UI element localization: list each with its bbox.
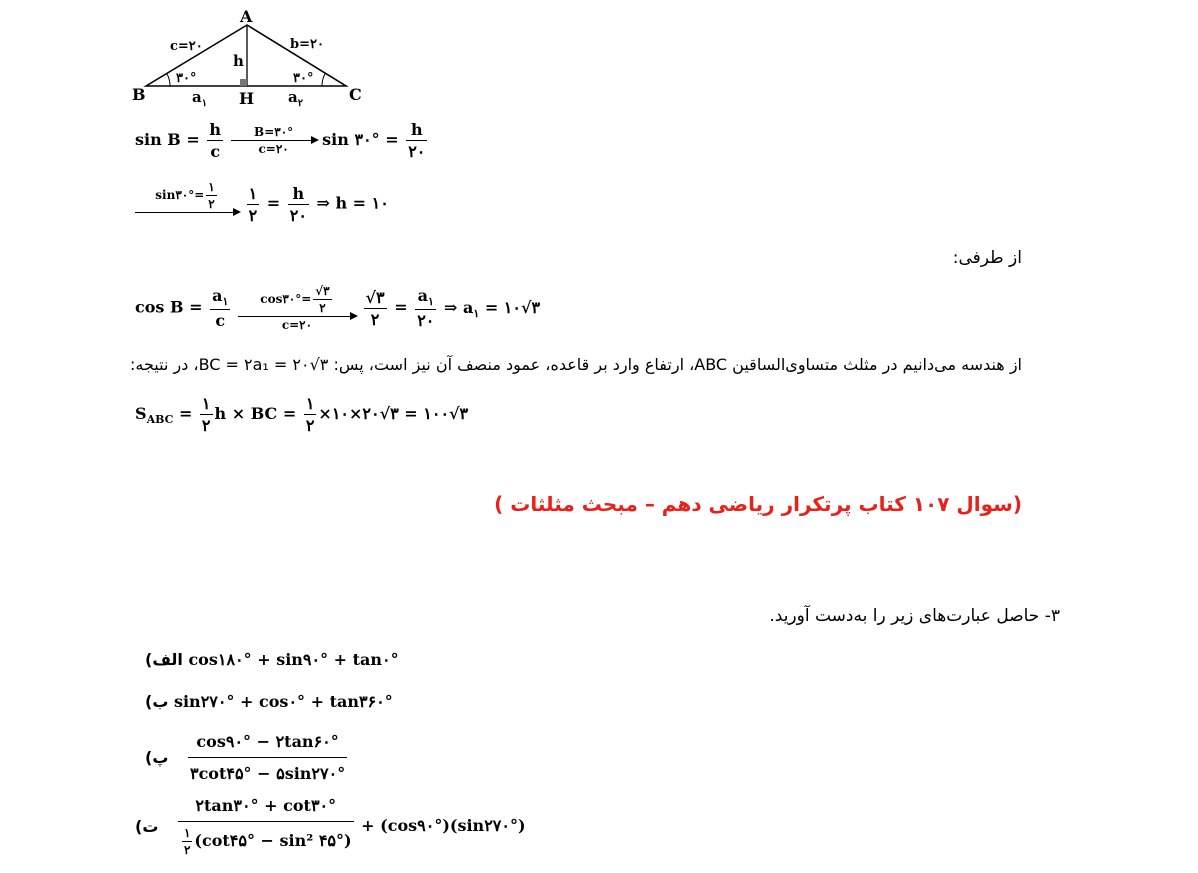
eq1-arrow-top: B=۳۰° [254,125,294,139]
part-te-fraction: ۲tan۳۰° + cot۳۰° $\frac{۱}{۲}$ (cot۴۵° − sin² ۴۵°) [178,796,354,857]
eq3-equals: = [394,297,408,317]
vertex-h-label: H [239,89,255,108]
area-lhs: $S_{ABC}$ [135,404,174,426]
eq1-arrow [231,125,317,156]
part-te-tail: + (cos۹۰°)(sin۲۷۰°) [361,816,526,835]
eq3-lhs: cos B = [135,297,203,317]
eq3-arrow-bottom: c=۲۰ [281,318,313,332]
eq1-rhs: sin ۳۰° = [322,130,399,149]
eq3-sqrt3-over-2: $\frac{√۳}{۲}$ [365,287,385,329]
vertex-c-label: C [349,85,362,104]
segment-a1-label: $a_۱$ [192,88,208,109]
eq1-rnum: h [410,120,423,139]
area-mid: h × BC = [214,404,297,423]
part-be-label: (ب [145,692,169,711]
angle-b-label: ۳۰° [176,71,197,86]
side-b-label: b=۲۰ [290,37,324,52]
eq1-arrow-bottom: c=۲۰ [258,142,289,156]
area-half-1: $\frac{۱}{۲}$ [201,394,211,435]
part-pe-fraction: $\frac{\cos ۹۰^\circ - ۲\tan ۶۰^\circ}{۳\cot ۴۵^\circ - ۵\sin ۲۷۰^\circ}$ [189,732,346,783]
segment-a2-label: $a_۲$ [288,88,304,109]
part-alef-expression: cos۱۸۰° + sin۹۰° + tan۰° [188,650,399,669]
part-pe-label: (پ [145,748,169,767]
equation-sin-b [135,120,429,161]
area-equals: = [178,404,193,423]
eq2-half: $\frac{۱}{۲}$ [248,183,258,225]
part-be [145,692,393,711]
equation-cos-b [135,284,540,332]
area-half-2: $\frac{۱}{۲}$ [305,394,315,435]
eq1-rhs-fraction [406,120,427,161]
part-alef [145,650,399,669]
equation-area [135,394,468,435]
angle-c-label: ۳۰° [293,71,314,86]
eq2-arrow [135,180,239,228]
eq1-num: h [209,120,222,139]
eq2-h-over-20: $\frac{h}{۲۰}$ [289,183,307,225]
part-be-expression: sin۲۷۰° + cos۰° + tan۳۶۰° [173,692,393,711]
eq1-rden: ۲۰ [408,142,426,161]
eq2-arrow-top: sin۳۰°= $\frac{۱}{۲}$ [155,180,215,211]
eq2-result: ⇒ h = ۱۰ [316,193,389,213]
isosceles-paragraph: از هندسه می‌دانیم در مثلث متساوی‌الساقین ABC، ارتفاع وارد بر قاعده، عمود منصف آن نیز است، پس: BC = ۲a₁ = ۲۰√۳، در نتیجه: [129,355,1022,374]
text-az-tarafi: از طرفی: [952,248,1022,268]
vertex-a-label: A [240,7,253,26]
side-c-label: c=۲۰ [170,39,203,54]
section-heading: (سوال ۱۰۷ کتاب پرتکرار ریاضی دهم – مبحث مثلثات ) [494,492,1022,516]
area-result: ×۱۰×۲۰√۳ = ۱۰۰√۳ [318,404,469,423]
vertex-b-label: B [132,85,146,104]
eq1-fraction [207,120,223,161]
eq3-arrow-top: cos۳۰°= $\frac{√۳}{۲}$ [260,284,330,315]
question-3: ۳- حاصل عبارت‌های زیر را به‌دست آورید. [769,606,1060,626]
eq2-equals: = [266,193,281,213]
eq3-a1-over-20: $\frac{a_۱}{۲۰}$ [417,286,435,330]
part-te [135,796,526,857]
eq3-arrow [238,284,356,332]
part-alef-label: (الف [145,650,183,669]
equation-h [135,180,389,228]
part-te-label: (ت [135,817,159,836]
eq3-result: ⇒ $a_۱$ = ۱۰√۳ [443,297,541,320]
part-pe [145,732,349,783]
triangle-figure [130,4,370,114]
eq3-fraction: $\frac{a_۱}{c}$ [212,286,229,330]
eq1-den: c [207,140,223,161]
eq1-lhs: sin B = [135,130,200,149]
height-h-label: h [233,52,244,70]
